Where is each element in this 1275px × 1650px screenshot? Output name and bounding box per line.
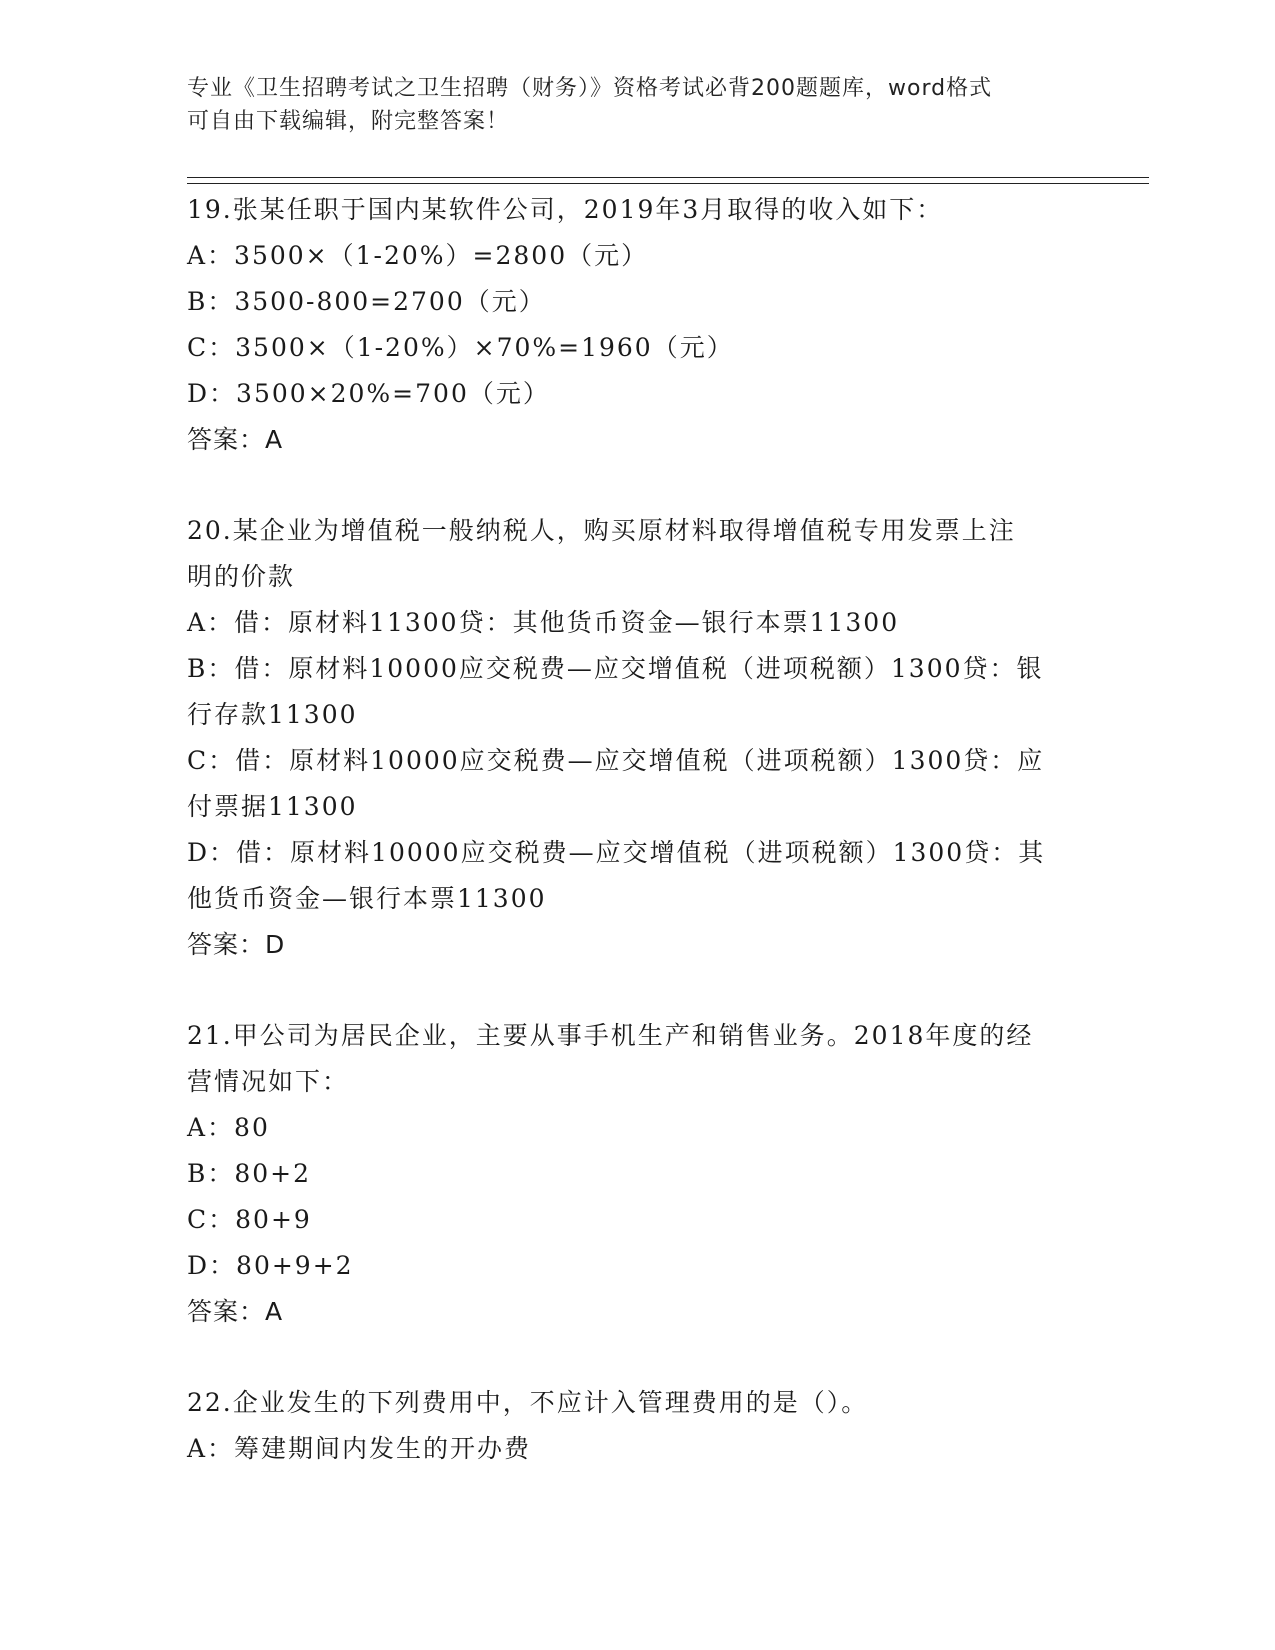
option-d: D：借：原材料10000应交税费—应交增值税（进项税额）1300贷：其 [187, 838, 1046, 867]
question-20 [187, 508, 1087, 968]
answer: 答案：A [187, 425, 284, 454]
question-21 [187, 1013, 1087, 1335]
option-a: A：筹建期间内发生的开办费 [187, 1434, 532, 1463]
header-line-2: 可自由下载编辑，附完整答案！ [187, 109, 510, 134]
option-c: C：3500×（1-20%）×70%=1960（元） [187, 333, 734, 362]
question-list [187, 187, 1087, 1517]
question-stem-cont: 明的价款 [187, 562, 296, 591]
question-stem: 21.甲公司为居民企业，主要从事手机生产和销售业务。2018年度的经 [187, 1021, 1034, 1050]
option-a: A：借：原材料11300贷：其他货币资金—银行本票11300 [187, 608, 900, 637]
header-line-1: 专业《卫生招聘考试之卫生招聘（财务）》资格考试必背200题题库，word格式 [187, 76, 993, 101]
option-c: C：借：原材料10000应交税费—应交增值税（进项税额）1300贷：应 [187, 746, 1045, 775]
answer: 答案：D [187, 930, 286, 959]
option-d: D：3500×20%=700（元） [187, 379, 550, 408]
header-rule-top [187, 177, 1149, 178]
option-a: A：3500×（1-20%）=2800（元） [187, 241, 649, 270]
option-b: B：80+2 [187, 1159, 312, 1188]
question-stem: 19.张某任职于国内某软件公司，2019年3月取得的收入如下： [187, 195, 944, 224]
answer: 答案：A [187, 1297, 284, 1326]
option-d-cont: 他货币资金—银行本票11300 [187, 884, 547, 913]
option-c: C：80+9 [187, 1205, 312, 1234]
option-b-cont: 行存款11300 [187, 700, 358, 729]
option-d: D：80+9+2 [187, 1251, 354, 1280]
option-b: B：借：原材料10000应交税费—应交增值税（进项税额）1300贷：银 [187, 654, 1044, 683]
question-22 [187, 1380, 1087, 1472]
question-stem-cont: 营情况如下： [187, 1067, 350, 1096]
question-stem: 20.某企业为增值税一般纳税人，购买原材料取得增值税专用发票上注 [187, 516, 1016, 545]
document-header [187, 72, 1087, 138]
option-a: A：80 [187, 1113, 270, 1142]
header-rule-bottom [187, 183, 1149, 184]
option-b: B：3500-800=2700（元） [187, 287, 546, 316]
question-stem: 22.企业发生的下列费用中，不应计入管理费用的是（）。 [187, 1388, 869, 1417]
option-c-cont: 付票据11300 [187, 792, 358, 821]
question-19 [187, 187, 1087, 463]
